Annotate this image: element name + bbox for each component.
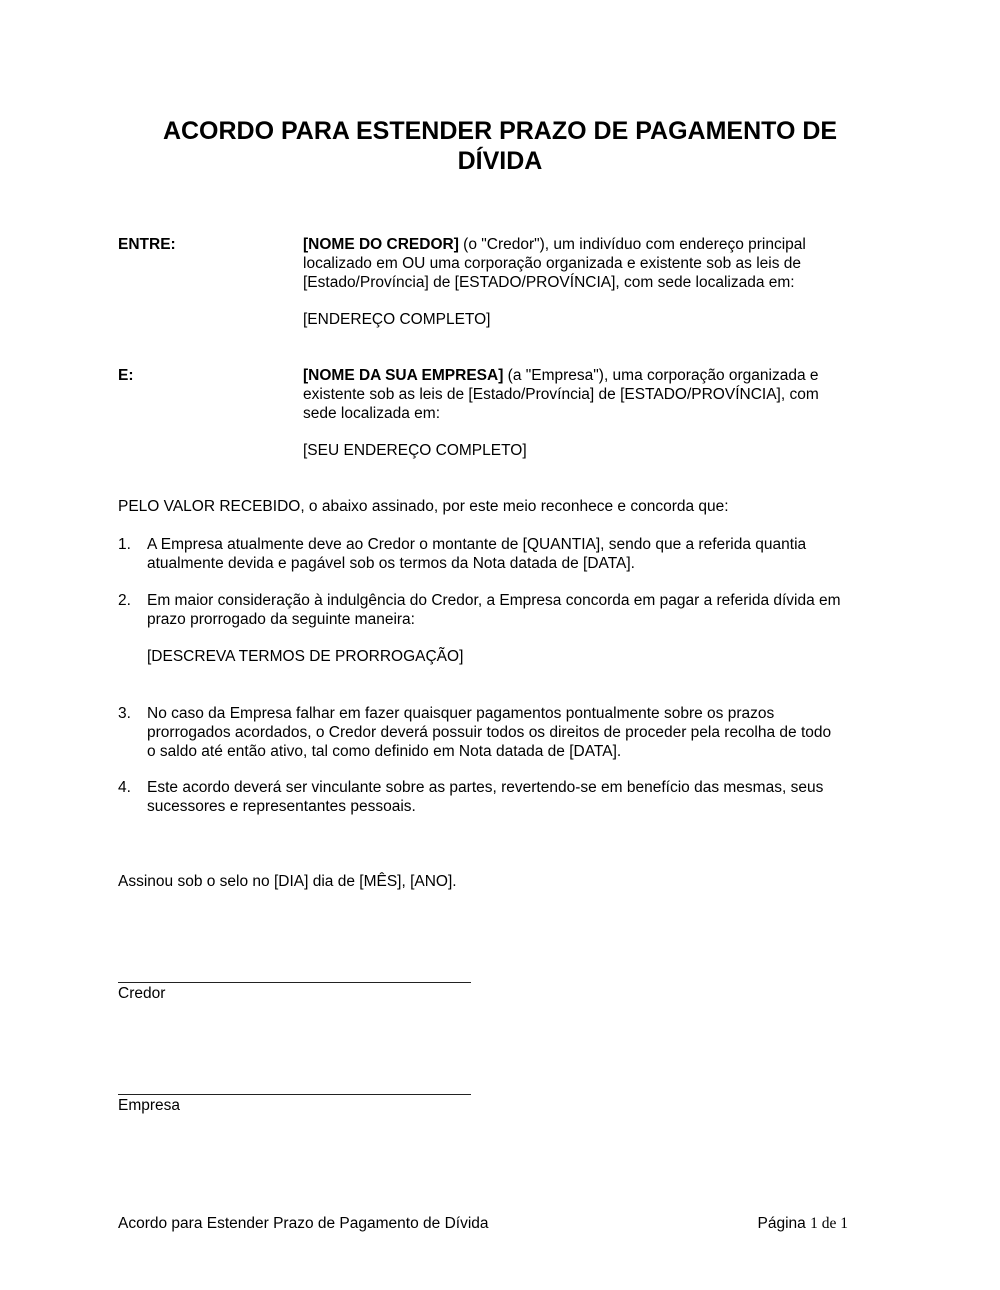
party-address: [ENDEREÇO COMPLETO]	[303, 311, 491, 328]
clause-number: 4.	[118, 779, 131, 796]
title-line-1: ACORDO PARA ESTENDER PRAZO DE PAGAMENTO DE	[162, 117, 838, 145]
party-body	[303, 235, 883, 329]
clause-line: prazo prorrogado da seguinte maneira:	[147, 611, 415, 628]
page-of: de	[817, 1215, 841, 1232]
clause-number: 1.	[118, 536, 131, 553]
signature-company	[118, 1094, 473, 1115]
clause-text	[147, 591, 887, 666]
page-number	[758, 1214, 848, 1233]
clause-line: o saldo até então ativo, tal como definido em Nota datada de [DATA].	[147, 743, 622, 760]
signature-line[interactable]	[118, 982, 471, 983]
signature-label: Credor	[118, 985, 166, 1002]
party-text: (a "Empresa"), uma corporação organizada e	[503, 367, 819, 384]
signed-statement: Assinou sob o selo no [DIA] dia de [MÊS], [ANO].	[118, 873, 457, 890]
clause-placeholder: [DESCREVA TERMOS DE PRORROGAÇÃO]	[147, 648, 464, 665]
footer-title: Acordo para Estender Prazo de Pagamento de Dívida	[118, 1215, 489, 1232]
clause-number: 3.	[118, 705, 131, 722]
party-text: [Estado/Província] de [ESTADO/PROVÍNCIA], com sede localizada em:	[303, 274, 795, 291]
title-line-2: DÍVIDA	[457, 147, 543, 175]
clause-text	[147, 535, 887, 573]
party-description	[303, 366, 883, 423]
party-name: [NOME DO CREDOR]	[303, 236, 459, 253]
party-text: existente sob as leis de [Estado/Província] de [ESTADO/PROVÍNCIA], com	[303, 386, 819, 403]
party-description	[303, 235, 883, 292]
clause-line: Este acordo deverá ser vinculante sobre as partes, revertendo-se em benefício das mesmas, seus	[147, 779, 824, 796]
clause-line: No caso da Empresa falhar em fazer quaisquer pagamentos pontualmente sobre os prazos	[147, 705, 775, 722]
clause-line: Em maior consideração à indulgência do Credor, a Empresa concorda em pagar a referida dívida em	[147, 592, 841, 609]
clause-line: A Empresa atualmente deve ao Credor o montante de [QUANTIA], sendo que a referida quantia	[147, 536, 807, 553]
signature-creditor	[118, 982, 473, 1003]
clause-text	[147, 704, 887, 761]
clause-line: prorrogados acordados, o Credor deverá possuir todos os direitos de proceder pela recolha de todo	[147, 724, 832, 741]
party-name: [NOME DA SUA EMPRESA]	[303, 367, 504, 384]
party-text: sede localizada em:	[303, 405, 440, 422]
intro-paragraph: PELO VALOR RECEBIDO, o abaixo assinado, por este meio reconhece e concorda que:	[118, 498, 729, 515]
page-label: Página	[757, 1215, 811, 1232]
page-total: 1	[840, 1215, 848, 1232]
clause-line: sucessores e representantes pessoais.	[147, 798, 416, 815]
clause-line: atualmente devida e pagável sob os termos da Nota datada de [DATA].	[147, 555, 635, 572]
signature-line[interactable]	[118, 1094, 471, 1095]
page-current: 1	[810, 1215, 818, 1232]
party-address: [SEU ENDEREÇO COMPLETO]	[303, 442, 527, 459]
party-text: (o "Credor"), um indivíduo com endereço principal	[458, 236, 806, 253]
party-label: E:	[118, 367, 134, 384]
clause-number: 2.	[118, 592, 131, 609]
party-label: ENTRE:	[118, 236, 176, 253]
clause-text	[147, 778, 887, 816]
document-title	[100, 116, 900, 176]
party-body	[303, 366, 883, 460]
signature-label: Empresa	[118, 1097, 181, 1114]
party-text: localizado em OU uma corporação organizada e existente sob as leis de	[303, 255, 801, 272]
